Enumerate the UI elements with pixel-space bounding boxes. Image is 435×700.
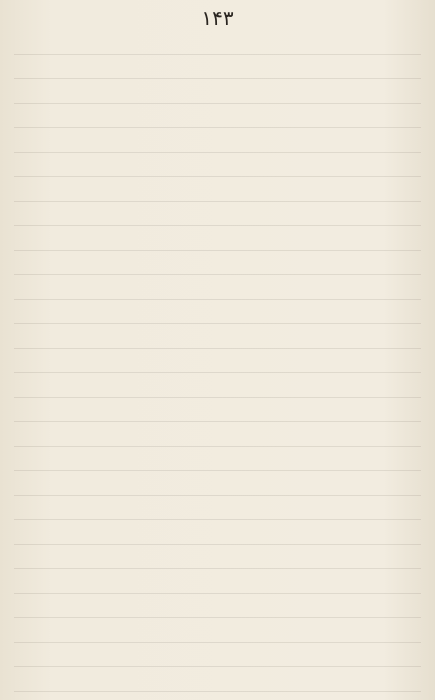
text-line <box>14 55 421 80</box>
text-line <box>14 618 421 643</box>
text-line <box>14 569 421 594</box>
text-line <box>14 177 421 202</box>
page-number: ۱۴۳ <box>201 6 234 30</box>
text-line <box>14 545 421 570</box>
text-line <box>14 471 421 496</box>
text-line <box>14 202 421 227</box>
text-line <box>14 79 421 104</box>
text-line <box>14 447 421 472</box>
text-line <box>14 324 421 349</box>
text-line <box>14 496 421 521</box>
text-line <box>14 398 421 423</box>
text-line <box>14 275 421 300</box>
text-line <box>14 594 421 619</box>
text-line <box>14 251 421 276</box>
text-body <box>14 30 421 692</box>
text-line <box>14 104 421 129</box>
text-line <box>14 349 421 374</box>
text-line <box>14 667 421 692</box>
text-line <box>14 226 421 251</box>
text-line <box>14 373 421 398</box>
text-line <box>14 643 421 668</box>
text-line <box>14 422 421 447</box>
text-line <box>14 30 421 55</box>
text-line <box>14 300 421 325</box>
text-line <box>14 128 421 153</box>
text-line <box>14 520 421 545</box>
text-line <box>14 153 421 178</box>
